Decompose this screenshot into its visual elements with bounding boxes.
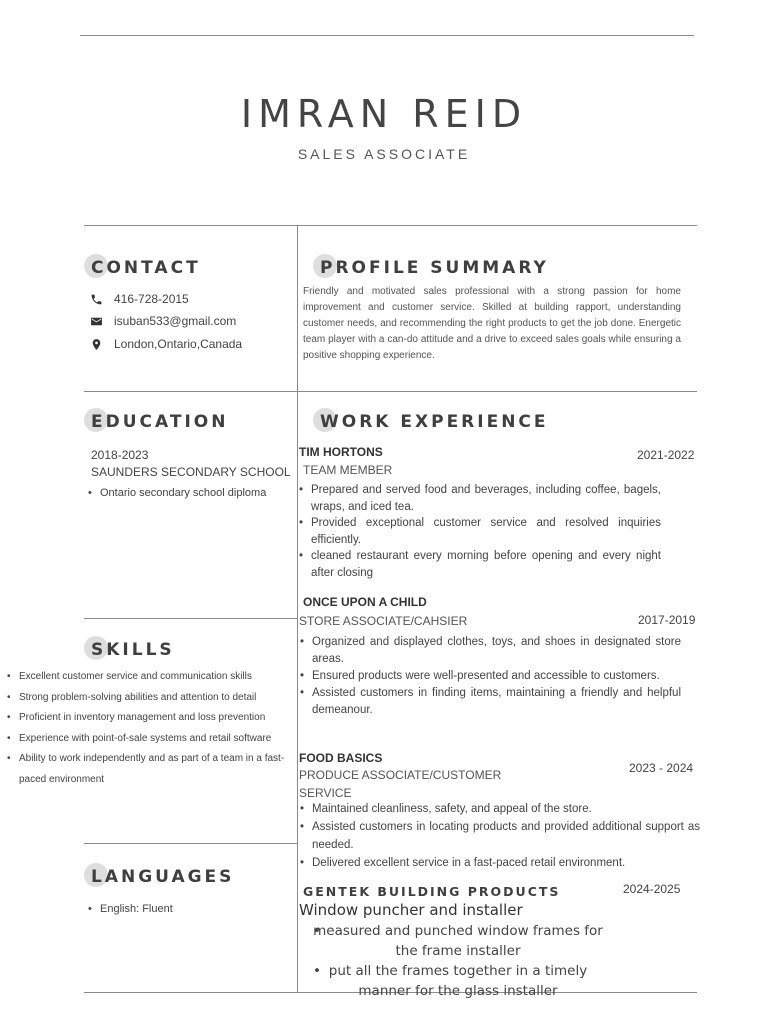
top-divider xyxy=(80,35,694,36)
profile-divider xyxy=(297,391,697,392)
list-item: • put all the frames together in a timely manner for the glass installer xyxy=(313,961,603,1001)
education-divider xyxy=(84,618,297,619)
job-years: 2023 - 2024 xyxy=(629,761,694,775)
header-divider xyxy=(84,225,697,226)
candidate-name: IMRAN REID xyxy=(240,92,528,136)
list-item: • Prepared and served food and beverages, including coffee, bagels, wraps, and iced tea. xyxy=(299,482,661,515)
job-years: 2017-2019 xyxy=(638,613,696,627)
education-school: SAUNDERS SECONDARY SCHOOL xyxy=(91,465,291,479)
contact-heading: CONTACT xyxy=(91,258,201,278)
job-bullets xyxy=(299,482,661,581)
job-role: Window puncher and installer xyxy=(299,901,523,919)
education-years: 2018-2023 xyxy=(91,448,149,462)
contact-location-row xyxy=(90,337,242,351)
list-item: • Proficient in inventory management and loss prevention xyxy=(7,708,297,729)
job-bullets xyxy=(300,800,700,872)
list-item: • cleaned restaurant every morning before opening and every night after closing xyxy=(299,548,661,581)
education-list xyxy=(88,487,293,499)
job-bullets xyxy=(300,634,681,719)
job-role: STORE ASSOCIATE/CAHSIER xyxy=(299,614,468,628)
list-item: • Assisted customers in finding items, maintaining a friendly and helpful demeanour. xyxy=(300,685,681,719)
contact-divider xyxy=(84,391,297,392)
job-company: ONCE UPON A CHILD xyxy=(303,595,427,609)
profile-summary-text: Friendly and motivated sales professional with a strong passion for home improvement and customer service. Skilled at building rapport, understanding customer needs, and recommending the right products to get the job done. Energetic team player with a can-do attitude and a drive to exceed sales goals while ensuring a positive shopping experience. xyxy=(303,286,681,361)
candidate-title: SALES ASSOCIATE xyxy=(297,146,471,162)
languages-heading: LANGUAGES xyxy=(91,867,235,887)
contact-phone: 416-728-2015 xyxy=(114,292,189,306)
languages-list xyxy=(88,903,293,915)
contact-email: isuban533@gmail.com xyxy=(114,314,237,328)
job-company: TIM HORTONS xyxy=(299,445,383,459)
list-item: • Maintained cleanliness, safety, and appeal of the store. xyxy=(300,800,700,818)
skills-divider xyxy=(84,843,297,844)
contact-phone-row xyxy=(90,292,189,306)
list-item: • Assisted customers in locating products and provided additional support as needed. xyxy=(300,818,700,854)
skills-heading: SKILLS xyxy=(91,640,175,660)
email-icon xyxy=(90,315,103,328)
list-item: • Ontario secondary school diploma xyxy=(88,487,293,499)
job-role: PRODUCE ASSOCIATE/CUSTOMER SERVICE xyxy=(299,768,502,800)
list-item: • Delivered excellent service in a fast-paced retail environment. xyxy=(300,854,700,872)
profile-heading: PROFILE SUMMARY xyxy=(320,258,549,278)
list-item: • Organized and displayed clothes, toys, and shoes in designated store areas. xyxy=(300,634,681,668)
work-heading: WORK EXPERIENCE xyxy=(320,412,549,432)
list-item: • English: Fluent xyxy=(88,903,293,915)
job-role: TEAM MEMBER xyxy=(303,463,393,477)
job-company: FOOD BASICS xyxy=(299,751,383,765)
education-heading: EDUCATION xyxy=(91,412,229,432)
list-item: • measured and punched window frames for the frame installer xyxy=(313,921,603,961)
location-pin-icon xyxy=(90,338,103,351)
job-bullets xyxy=(313,921,603,1001)
phone-icon xyxy=(90,293,103,306)
job-company: GENTEK BUILDING PRODUCTS xyxy=(303,884,561,899)
list-item: • Provided exceptional customer service and resolved inquiries efficiently. xyxy=(299,515,661,548)
list-item: • Ability to work independently and as part of a team in a fast-paced environment xyxy=(7,749,297,790)
job-years: 2024-2025 xyxy=(623,882,681,896)
list-item: • Experience with point-of-sale systems and retail software xyxy=(7,729,297,750)
job-years: 2021-2022 xyxy=(637,448,695,462)
contact-location: London,Ontario,Canada xyxy=(114,337,243,351)
list-item: • Ensured products were well-presented and accessible to customers. xyxy=(300,668,681,685)
list-item: • Excellent customer service and communication skills xyxy=(7,667,297,688)
list-item: • Strong problem-solving abilities and attention to detail xyxy=(7,688,297,709)
column-divider xyxy=(297,225,298,992)
contact-email-row xyxy=(90,314,236,328)
skills-list xyxy=(7,667,297,790)
